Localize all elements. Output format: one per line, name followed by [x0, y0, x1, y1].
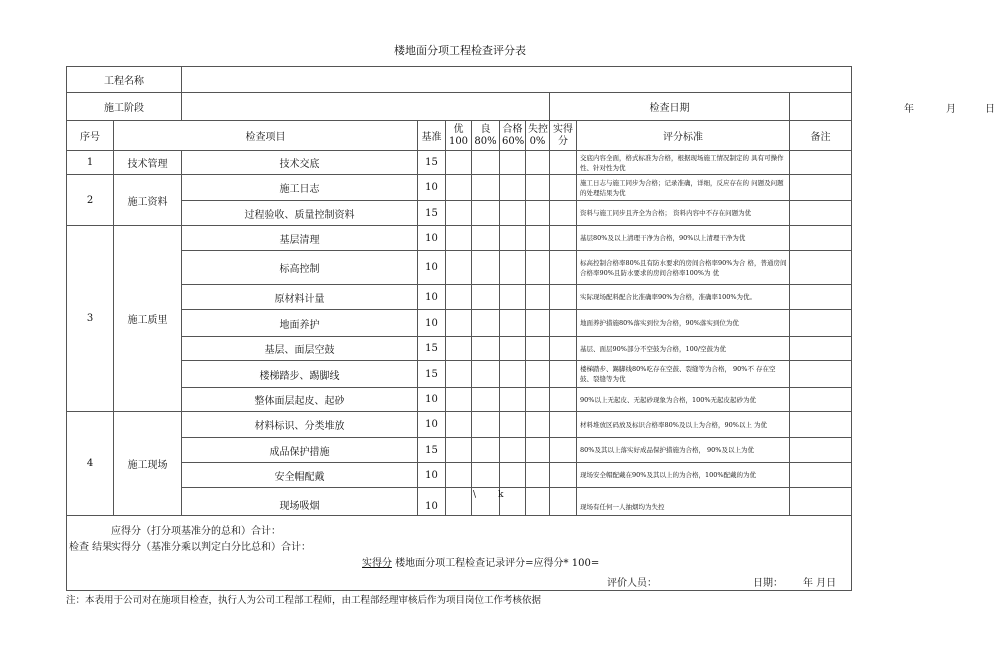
item-standard: 基层80%及以上清理干净为合格，90%以上清理干净为优 — [577, 226, 790, 251]
remark-cell[interactable] — [790, 175, 852, 201]
col-base: 基准 — [418, 121, 446, 151]
score-cell[interactable] — [500, 285, 526, 310]
score-cell[interactable] — [550, 388, 577, 412]
score-cell[interactable] — [500, 463, 526, 488]
score-cell[interactable] — [550, 361, 577, 388]
score-cell[interactable] — [446, 438, 472, 463]
phase-label: 施工阶段 — [67, 93, 182, 121]
table-row — [67, 388, 852, 412]
score-cell[interactable] — [550, 438, 577, 463]
item-name: 基层、面层空鼓 — [182, 337, 418, 361]
score-cell[interactable] — [526, 251, 550, 285]
score-cell[interactable] — [500, 438, 526, 463]
item-standard: 施工日志与施工同步为合格；记录准确，详细，反应存在的 问题及问题的处理结果为优 — [577, 175, 790, 201]
item-name: 安全帽配戴 — [182, 463, 418, 488]
summary-date-label: 日期： — [753, 578, 783, 589]
mark-left: \ — [473, 490, 477, 500]
score-cell[interactable] — [550, 251, 577, 285]
form-title: 楼地面分项工程检查评分表 — [394, 44, 526, 57]
remark-cell[interactable] — [790, 310, 852, 337]
inspect-date-field[interactable] — [790, 93, 995, 121]
score-cell[interactable] — [526, 361, 550, 388]
remark-cell[interactable] — [790, 463, 852, 488]
score-cell[interactable] — [526, 388, 550, 412]
item-name: 技术交底 — [182, 151, 418, 175]
item-standard: 90%以上无起皮、无起砂现象为合格，100%无起皮起砂为优 — [577, 388, 790, 412]
project-name-label: 工程名称 — [67, 67, 182, 93]
score-cell[interactable] — [550, 488, 577, 516]
item-name: 地面养护 — [182, 310, 418, 337]
item-base: 15 — [418, 151, 446, 175]
score-cell[interactable] — [500, 251, 526, 285]
score-cell[interactable] — [550, 226, 577, 251]
item-base: 15 — [418, 337, 446, 361]
item-name: 过程验收、质量控制资料 — [182, 201, 418, 226]
score-cell[interactable] — [500, 226, 526, 251]
table-row — [67, 361, 852, 388]
score-cell[interactable] — [500, 388, 526, 412]
table-row — [67, 226, 852, 251]
remark-cell[interactable] — [790, 226, 852, 251]
item-name: 标高控制 — [182, 251, 418, 285]
col-seq: 序号 — [67, 121, 114, 151]
table-row — [67, 285, 852, 310]
item-base: 15 — [418, 201, 446, 226]
table-row — [67, 463, 852, 488]
score-cell[interactable] — [446, 251, 472, 285]
remark-cell[interactable] — [790, 438, 852, 463]
score-cell[interactable] — [526, 463, 550, 488]
inspection-form — [66, 66, 995, 591]
item-base: 10 — [418, 175, 446, 201]
score-cell[interactable] — [550, 201, 577, 226]
score-cell[interactable] — [472, 463, 500, 488]
item-base: 15 — [418, 438, 446, 463]
score-cell[interactable] — [526, 285, 550, 310]
score-cell[interactable] — [526, 310, 550, 337]
item-standard: 标高控制合格率80%且有防水要求的房间合格率90%为合 格，普通房间合格率90%且防水要求的房间合格率100%为 优 — [577, 251, 790, 285]
col-actual: 实得 分 — [550, 121, 577, 151]
score-cell[interactable] — [446, 412, 472, 438]
score-cell[interactable] — [550, 285, 577, 310]
group-category: 施工现场 — [114, 412, 182, 516]
item-name: 材料标识、分类堆放 — [182, 412, 418, 438]
score-cell[interactable] — [472, 388, 500, 412]
score-cell[interactable] — [526, 226, 550, 251]
score-cell[interactable] — [526, 337, 550, 361]
summary-date-value: 年 月日 — [803, 578, 837, 589]
score-cell[interactable] — [500, 412, 526, 438]
item-base: 10 — [418, 388, 446, 412]
remark-cell[interactable] — [790, 285, 852, 310]
date-month: 月 — [946, 104, 956, 115]
score-cell[interactable] — [550, 151, 577, 175]
score-cell[interactable] — [446, 226, 472, 251]
col-remark: 备注 — [790, 121, 852, 151]
score-cell[interactable] — [550, 310, 577, 337]
score-cell[interactable] — [500, 175, 526, 201]
table-row — [67, 438, 852, 463]
item-name: 楼梯踏步、踢脚线 — [182, 361, 418, 388]
summary-label: 检查 结果 — [69, 542, 113, 553]
phase-field[interactable] — [182, 93, 550, 121]
score-cell[interactable] — [472, 337, 500, 361]
item-standard: 基层、面层90%部分不空鼓为合格，100/空鼓为优 — [577, 337, 790, 361]
score-cell[interactable] — [526, 151, 550, 175]
project-name-field[interactable] — [182, 67, 852, 93]
col-pass: 合格 60% — [500, 121, 526, 151]
item-standard: 80%及其以上落实好成品保护措施为合格， 90%及以上为优 — [577, 438, 790, 463]
score-cell[interactable] — [446, 463, 472, 488]
item-standard: 地面养护措施80%落实到位为合格，90%落实到位为优 — [577, 310, 790, 337]
remark-cell[interactable] — [790, 151, 852, 175]
item-standard: 交底内容全面，格式标准为合格，根据现场施工情况制定的 具有可操作性、针对性为优 — [577, 151, 790, 175]
col-good: 良 80% — [472, 121, 500, 151]
item-name: 基层清理 — [182, 226, 418, 251]
remark-cell[interactable] — [790, 361, 852, 388]
remark-cell[interactable] — [790, 388, 852, 412]
item-base: 10 — [418, 285, 446, 310]
score-cell[interactable] — [550, 175, 577, 201]
date-year: 年 — [904, 104, 914, 115]
item-standard: 材料堆放区码放及标识合格率80%及以上为合格，90%以上 为优 — [577, 412, 790, 438]
group-seq: 2 — [67, 175, 114, 226]
item-base: 10 — [418, 251, 446, 285]
item-base: 10 — [418, 310, 446, 337]
score-cell[interactable] — [526, 488, 550, 516]
score-cell[interactable] — [526, 438, 550, 463]
score-cell[interactable] — [472, 201, 500, 226]
score-cell[interactable] — [550, 463, 577, 488]
score-cell[interactable] — [472, 151, 500, 175]
col-standard: 评分标准 — [577, 121, 790, 151]
mark-right: k — [498, 490, 504, 500]
score-cell[interactable] — [472, 438, 500, 463]
table-row — [67, 175, 852, 201]
remark-cell[interactable] — [790, 412, 852, 438]
item-base: 10 — [418, 488, 446, 516]
score-cell[interactable] — [446, 488, 472, 516]
item-base: 10 — [418, 412, 446, 438]
summary-cell — [67, 516, 852, 591]
score-cell[interactable] — [472, 412, 500, 438]
item-standard: 楼梯踏步、踢脚线80%吃存在空鼓、裂缝等为合格， 90%不 存在空鼓、裂缝等为优 — [577, 361, 790, 388]
table-row — [67, 337, 852, 361]
score-cell[interactable] — [446, 388, 472, 412]
actual-score-line: 实得分（基准分乘以判定白分比总和）合计： — [111, 542, 311, 553]
score-cell[interactable] — [500, 201, 526, 226]
score-cell[interactable] — [446, 201, 472, 226]
item-base: 10 — [418, 226, 446, 251]
table-row — [67, 310, 852, 337]
group-seq: 4 — [67, 412, 114, 516]
expected-score-line: 应得分（打分项基准分的总和）合计： — [111, 526, 281, 537]
score-cell[interactable] — [446, 337, 472, 361]
score-cell[interactable] — [446, 361, 472, 388]
group-seq: 1 — [67, 151, 114, 175]
remark-cell[interactable] — [790, 337, 852, 361]
group-seq: 3 — [67, 226, 114, 412]
score-cell[interactable] — [446, 175, 472, 201]
table-row — [67, 488, 852, 516]
footnote: 注：本表用于公司对在施项目检查，执行人为公司工程部工程师，由工程部经理审核后作为项目岗位工作考核依据 — [66, 595, 542, 606]
score-cell[interactable] — [472, 175, 500, 201]
score-cell[interactable] — [550, 412, 577, 438]
score-cell[interactable] — [526, 412, 550, 438]
table-row — [67, 151, 852, 175]
item-base: 15 — [418, 361, 446, 388]
score-cell[interactable] — [472, 285, 500, 310]
score-cell[interactable] — [526, 201, 550, 226]
item-name: 原材料计量 — [182, 285, 418, 310]
score-cell[interactable] — [472, 488, 500, 516]
formula-line: 实得分 楼地面分项工程检查记录评分=应得分* 100= — [362, 558, 600, 569]
remark-cell[interactable] — [790, 201, 852, 226]
col-fail: 失控 0% — [526, 121, 550, 151]
item-name: 现场吸烟 — [182, 488, 418, 516]
item-standard: 实际现场配料配合比准确率90%为合格，准确率100%为优。 — [577, 285, 790, 310]
inspect-date-label: 检查日期 — [550, 93, 790, 121]
score-cell[interactable] — [446, 310, 472, 337]
item-standard: 现场有任何一人抽烟均为失控 — [577, 488, 790, 516]
remark-cell[interactable] — [790, 488, 852, 516]
score-cell[interactable] — [500, 361, 526, 388]
score-cell[interactable] — [550, 337, 577, 361]
item-base: 10 — [418, 463, 446, 488]
score-cell[interactable] — [500, 488, 526, 516]
table-row — [67, 412, 852, 438]
score-cell[interactable] — [500, 310, 526, 337]
score-cell[interactable] — [446, 151, 472, 175]
score-cell[interactable] — [472, 361, 500, 388]
group-category: 技术管理 — [114, 151, 182, 175]
score-cell[interactable] — [446, 285, 472, 310]
item-standard: 现场安全帽配戴在90%及其以上的为合格，100%配戴的为优 — [577, 463, 790, 488]
group-category: 施工资料 — [114, 175, 182, 226]
item-name: 施工日志 — [182, 175, 418, 201]
item-standard: 资料与施工同步且齐全为合格； 资料内容中不存在问题为优 — [577, 201, 790, 226]
table-row — [67, 201, 852, 226]
col-excellent: 优 100 — [446, 121, 472, 151]
score-cell[interactable] — [472, 226, 500, 251]
table-row — [67, 251, 852, 285]
score-cell[interactable] — [500, 151, 526, 175]
remark-cell[interactable] — [790, 251, 852, 285]
item-name: 成品保护措施 — [182, 438, 418, 463]
score-cell[interactable] — [472, 251, 500, 285]
evaluator-label: 评价人员： — [607, 578, 657, 589]
col-item: 检查项目 — [114, 121, 418, 151]
score-cell[interactable] — [472, 310, 500, 337]
score-cell[interactable] — [500, 337, 526, 361]
group-category: 施工质里 — [114, 226, 182, 412]
date-day: 日 — [985, 104, 995, 115]
item-name: 整体面层起皮、起砂 — [182, 388, 418, 412]
score-cell[interactable] — [526, 175, 550, 201]
